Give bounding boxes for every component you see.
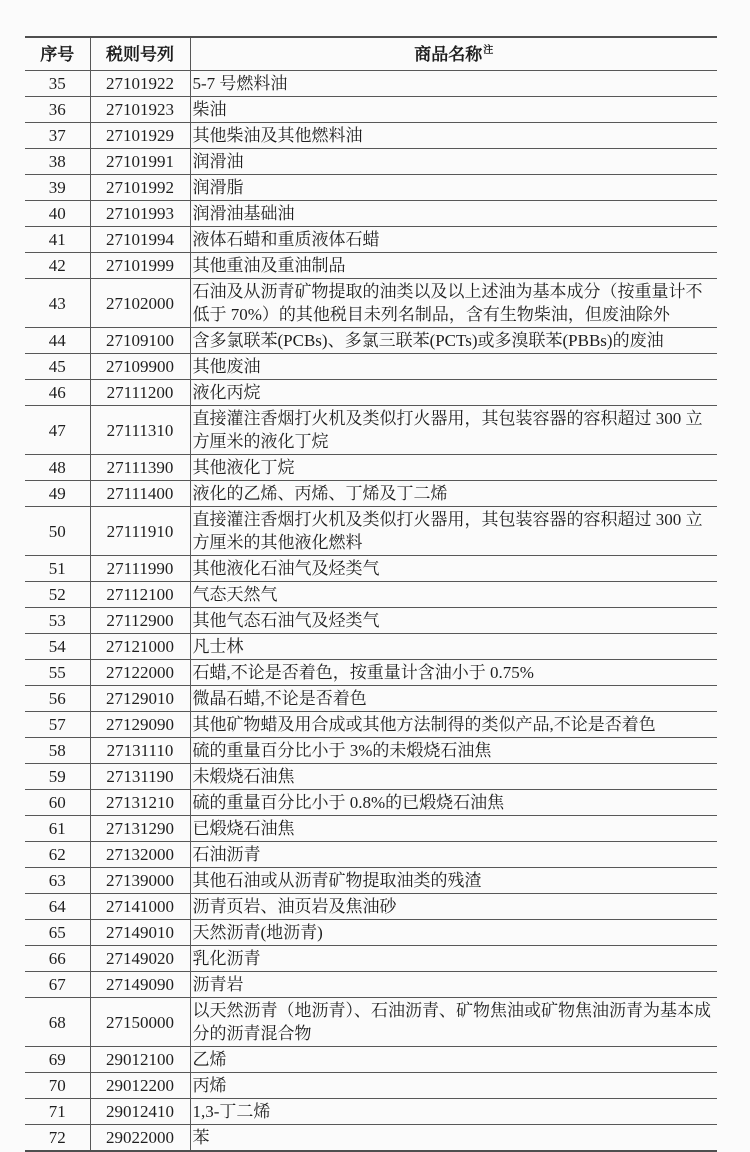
serial-number-cell: 57: [25, 712, 90, 738]
table-row: [25, 1099, 717, 1125]
serial-number-cell: 36: [25, 97, 90, 123]
tariff-code-cell: 27112900: [90, 608, 190, 634]
product-name-cell: 1,3-丁二烯: [190, 1099, 717, 1125]
table-row: [25, 738, 717, 764]
tariff-code-cell: 27131290: [90, 816, 190, 842]
table-row: [25, 712, 717, 738]
table-row: [25, 998, 717, 1047]
table-row: [25, 175, 717, 201]
table-row: [25, 946, 717, 972]
serial-number-cell: 41: [25, 227, 90, 253]
tariff-code-cell: 27141000: [90, 894, 190, 920]
table-row: [25, 507, 717, 556]
tariff-code-cell: 27101993: [90, 201, 190, 227]
product-name-cell: 已煅烧石油焦: [190, 816, 717, 842]
serial-number-cell: 54: [25, 634, 90, 660]
tariff-code-cell: 27111390: [90, 455, 190, 481]
tariff-code-cell: 27111310: [90, 406, 190, 455]
tariff-code-cell: 27129090: [90, 712, 190, 738]
serial-number-cell: 66: [25, 946, 90, 972]
header-product-name-label: 商品名称: [414, 44, 483, 64]
tariff-code-cell: 27111400: [90, 481, 190, 507]
table-row: [25, 1047, 717, 1073]
tariff-code-cell: 27149020: [90, 946, 190, 972]
tariff-code-cell: 27150000: [90, 998, 190, 1047]
product-name-cell: 其他矿物蜡及用合成或其他方法制得的类似产品,不论是否着色: [190, 712, 717, 738]
serial-number-cell: 45: [25, 354, 90, 380]
tariff-code-cell: 27111910: [90, 507, 190, 556]
tariff-code-cell: 27111990: [90, 556, 190, 582]
serial-number-cell: 69: [25, 1047, 90, 1073]
product-name-cell: 凡士林: [190, 634, 717, 660]
header-tariff-code-label: 税则号列: [106, 44, 174, 64]
table-row: [25, 868, 717, 894]
product-name-cell: 沥青页岩、油页岩及焦油砂: [190, 894, 717, 920]
tariff-code-cell: 27122000: [90, 660, 190, 686]
product-name-cell: 其他液化石油气及烃类气: [190, 556, 717, 582]
serial-number-cell: 64: [25, 894, 90, 920]
header-serial-number: [25, 37, 90, 71]
tariff-code-cell: 27101992: [90, 175, 190, 201]
product-name-cell: 直接灌注香烟打火机及类似打火器用，其包装容器的容积超过 300 立方厘米的其他液化燃料: [190, 507, 717, 556]
serial-number-cell: 38: [25, 149, 90, 175]
table-row: [25, 406, 717, 455]
serial-number-cell: 67: [25, 972, 90, 998]
tariff-code-cell: 27101991: [90, 149, 190, 175]
serial-number-cell: 37: [25, 123, 90, 149]
table-row: [25, 608, 717, 634]
product-name-cell: 石蜡,不论是否着色，按重量计含油小于 0.75%: [190, 660, 717, 686]
table-row: [25, 481, 717, 507]
tariff-code-cell: 27121000: [90, 634, 190, 660]
serial-number-cell: 55: [25, 660, 90, 686]
serial-number-cell: 44: [25, 328, 90, 354]
table-row: [25, 842, 717, 868]
tariff-code-cell: 27101994: [90, 227, 190, 253]
product-name-cell: 天然沥青(地沥青): [190, 920, 717, 946]
serial-number-cell: 52: [25, 582, 90, 608]
header-tariff-code: [90, 37, 190, 71]
serial-number-cell: 43: [25, 279, 90, 328]
table-row: [25, 920, 717, 946]
table-row: [25, 123, 717, 149]
product-name-cell: 石油沥青: [190, 842, 717, 868]
tariff-code-cell: 29012100: [90, 1047, 190, 1073]
product-name-cell: 液化的乙烯、丙烯、丁烯及丁二烯: [190, 481, 717, 507]
table-row: [25, 253, 717, 279]
serial-number-cell: 39: [25, 175, 90, 201]
product-name-cell: 丙烯: [190, 1073, 717, 1099]
table-row: [25, 279, 717, 328]
product-name-cell: 其他废油: [190, 354, 717, 380]
tariff-code-cell: 27102000: [90, 279, 190, 328]
table-header-row: [25, 37, 717, 71]
table-row: [25, 634, 717, 660]
table-row: [25, 201, 717, 227]
table-row: [25, 764, 717, 790]
serial-number-cell: 56: [25, 686, 90, 712]
serial-number-cell: 35: [25, 71, 90, 97]
product-name-cell: 未煅烧石油焦: [190, 764, 717, 790]
tariff-code-cell: 27131190: [90, 764, 190, 790]
tariff-table: [25, 36, 717, 1152]
tariff-code-cell: 27131110: [90, 738, 190, 764]
serial-number-cell: 51: [25, 556, 90, 582]
table-row: [25, 790, 717, 816]
table-row: [25, 149, 717, 175]
product-name-cell: 其他石油或从沥青矿物提取油类的残渣: [190, 868, 717, 894]
tariff-code-cell: 27101922: [90, 71, 190, 97]
table-row: [25, 97, 717, 123]
serial-number-cell: 49: [25, 481, 90, 507]
serial-number-cell: 62: [25, 842, 90, 868]
product-name-cell: 5-7 号燃料油: [190, 71, 717, 97]
product-name-cell: 沥青岩: [190, 972, 717, 998]
serial-number-cell: 65: [25, 920, 90, 946]
tariff-code-cell: 27101923: [90, 97, 190, 123]
table-row: [25, 328, 717, 354]
tariff-code-cell: 29012200: [90, 1073, 190, 1099]
tariff-code-cell: 27101999: [90, 253, 190, 279]
product-name-cell: 其他液化丁烷: [190, 455, 717, 481]
product-name-cell: 苯: [190, 1125, 717, 1152]
product-name-cell: 微晶石蜡,不论是否着色: [190, 686, 717, 712]
tariff-code-cell: 29022000: [90, 1125, 190, 1152]
serial-number-cell: 60: [25, 790, 90, 816]
product-name-cell: 以天然沥青（地沥青）、石油沥青、矿物焦油或矿物焦油沥青为基本成分的沥青混合物: [190, 998, 717, 1047]
product-name-cell: 石油及从沥青矿物提取的油类以及以上述油为基本成分（按重量计不低于 70%）的其他税目未列名制品，含有生物柴油，但废油除外: [190, 279, 717, 328]
serial-number-cell: 48: [25, 455, 90, 481]
serial-number-cell: 68: [25, 998, 90, 1047]
product-name-cell: 含多氯联苯(PCBs)、多氯三联苯(PCTs)或多溴联苯(PBBs)的废油: [190, 328, 717, 354]
product-name-cell: 直接灌注香烟打火机及类似打火器用，其包装容器的容积超过 300 立方厘米的液化丁烷: [190, 406, 717, 455]
tariff-code-cell: 27139000: [90, 868, 190, 894]
serial-number-cell: 53: [25, 608, 90, 634]
serial-number-cell: 50: [25, 507, 90, 556]
serial-number-cell: 42: [25, 253, 90, 279]
table-row: [25, 556, 717, 582]
tariff-code-cell: 27132000: [90, 842, 190, 868]
product-name-cell: 其他柴油及其他燃料油: [190, 123, 717, 149]
tariff-code-cell: 27111200: [90, 380, 190, 406]
product-name-cell: 其他重油及重油制品: [190, 253, 717, 279]
tariff-code-cell: 27149010: [90, 920, 190, 946]
serial-number-cell: 61: [25, 816, 90, 842]
product-name-cell: 其他气态石油气及烃类气: [190, 608, 717, 634]
tariff-code-cell: 29012410: [90, 1099, 190, 1125]
product-name-cell: 润滑油基础油: [190, 201, 717, 227]
product-name-cell: 柴油: [190, 97, 717, 123]
product-name-cell: 硫的重量百分比小于 3%的未煅烧石油焦: [190, 738, 717, 764]
table-row: [25, 972, 717, 998]
header-product-name: [190, 37, 717, 71]
table-body: [25, 71, 717, 1152]
product-name-cell: 润滑脂: [190, 175, 717, 201]
serial-number-cell: 40: [25, 201, 90, 227]
header-serial-number-label: 序号: [40, 44, 75, 64]
product-name-cell: 乳化沥青: [190, 946, 717, 972]
serial-number-cell: 63: [25, 868, 90, 894]
tariff-code-cell: 27109900: [90, 354, 190, 380]
tariff-code-cell: 27131210: [90, 790, 190, 816]
table-row: [25, 816, 717, 842]
table-row: [25, 227, 717, 253]
tariff-code-cell: 27149090: [90, 972, 190, 998]
table-row: [25, 660, 717, 686]
tariff-code-cell: 27109100: [90, 328, 190, 354]
table-row: [25, 1073, 717, 1099]
table-row: [25, 894, 717, 920]
serial-number-cell: 70: [25, 1073, 90, 1099]
serial-number-cell: 58: [25, 738, 90, 764]
product-name-cell: 气态天然气: [190, 582, 717, 608]
product-name-cell: 液化丙烷: [190, 380, 717, 406]
tariff-code-cell: 27129010: [90, 686, 190, 712]
serial-number-cell: 47: [25, 406, 90, 455]
header-note-superscript: 注: [483, 44, 494, 56]
product-name-cell: 乙烯: [190, 1047, 717, 1073]
serial-number-cell: 46: [25, 380, 90, 406]
product-name-cell: 液体石蜡和重质液体石蜡: [190, 227, 717, 253]
table-row: [25, 455, 717, 481]
table-row: [25, 354, 717, 380]
product-name-cell: 润滑油: [190, 149, 717, 175]
serial-number-cell: 59: [25, 764, 90, 790]
product-name-cell: 硫的重量百分比小于 0.8%的已煅烧石油焦: [190, 790, 717, 816]
table-row: [25, 71, 717, 97]
table-row: [25, 686, 717, 712]
tariff-code-cell: 27112100: [90, 582, 190, 608]
serial-number-cell: 72: [25, 1125, 90, 1152]
table-row: [25, 1125, 717, 1152]
tariff-code-cell: 27101929: [90, 123, 190, 149]
table-row: [25, 380, 717, 406]
table-row: [25, 582, 717, 608]
serial-number-cell: 71: [25, 1099, 90, 1125]
